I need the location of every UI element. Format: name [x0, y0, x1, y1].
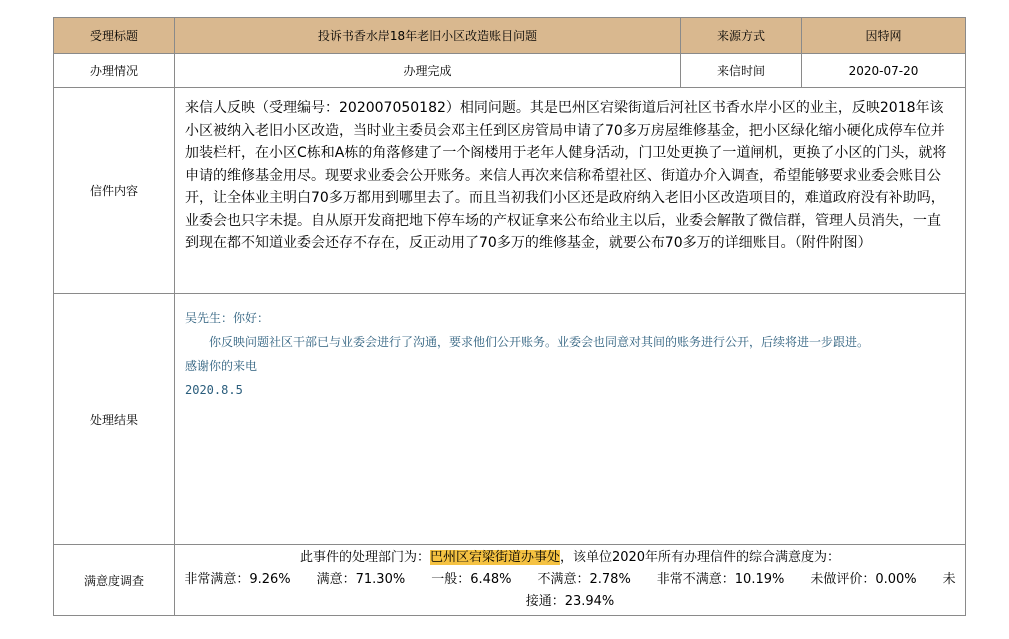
- survey-suffix: ，该单位2020年所有办理信件的综合满意度为：: [559, 550, 841, 565]
- survey-text-block: [175, 545, 965, 615]
- status-value: 办理完成: [175, 54, 681, 88]
- letter-detail-table: [53, 17, 966, 616]
- status-label: 办理情况: [54, 54, 175, 88]
- header-row: [54, 18, 966, 54]
- survey-department-line: [183, 547, 957, 569]
- content-label: 信件内容: [54, 88, 175, 294]
- title-value: 投诉书香水岸18年老旧小区改造账目问题: [175, 18, 681, 54]
- result-cell: [175, 294, 966, 545]
- source-label: 来源方式: [681, 18, 802, 54]
- satisfaction-stats: 非常满意：9.26% 满意：71.30% 一般：6.48% 不满意：2.78% 非常不满意：10.19% 未做评价：0.00% 未接通：23.94%: [184, 572, 956, 609]
- result-label: 处理结果: [54, 294, 175, 545]
- result-text-block: [175, 294, 965, 402]
- department-name: 巴州区宕梁街道办事处: [429, 550, 560, 565]
- result-body: 你反映问题社区干部已与业委会进行了沟通，要求他们公开账务。业委会也同意对其间的账务进行公开，后续将进一步跟进。: [209, 335, 870, 349]
- survey-label: 满意度调查: [54, 545, 175, 616]
- survey-row: [54, 545, 966, 616]
- status-row: [54, 54, 966, 88]
- result-row: [54, 294, 966, 545]
- letter-time-label: 来信时间: [681, 54, 802, 88]
- content-row: [54, 88, 966, 294]
- result-thanks: 感谢你的来电: [185, 359, 258, 373]
- title-label: 受理标题: [54, 18, 175, 54]
- result-greeting: 吴先生：你好：: [185, 311, 270, 325]
- result-date: 2020.8.5: [185, 383, 243, 397]
- source-value: 因特网: [802, 18, 966, 54]
- letter-time-value: 2020-07-20: [802, 54, 966, 88]
- survey-cell: [175, 545, 966, 616]
- letter-content-text: 来信人反映（受理编号：202007050182）相同问题。其是巴州区宕梁街道后河社区书香水岸小区的业主，反映2018年该小区被纳入老旧小区改造，当时业主委员会邓主任到区房管局申请了70多万房屋维修基金，把小区绿化缩小硬化成停车位并加装栏杆，在小区C栋和A栋的角落修建了一个阁楼用于老年人健身活动，门卫处更换了一道闸机，更换了小区的门头，就将申请的维修基金用尽。现要求业委会公开账务。来信人再次来信称希望社区、街道办介入调查，希望能够要求业委会账目公开，让全体业主明白70多万都用到哪里去了。而且当初我们小区还是政府纳入老旧小区改造项目的，难道政府没有补助吗，业委会也只字未提。自从原开发商把地下停车场的产权证拿来公布给业主以后，业委会解散了微信群，管理人员消失，一直到现在都不知道业委会还存不存在，反正动用了70多万的维修基金，就要公布70多万的详细账目。（附件附图）: [185, 100, 947, 251]
- content-cell: [175, 88, 966, 294]
- survey-prefix: 此事件的处理部门为：: [299, 550, 430, 565]
